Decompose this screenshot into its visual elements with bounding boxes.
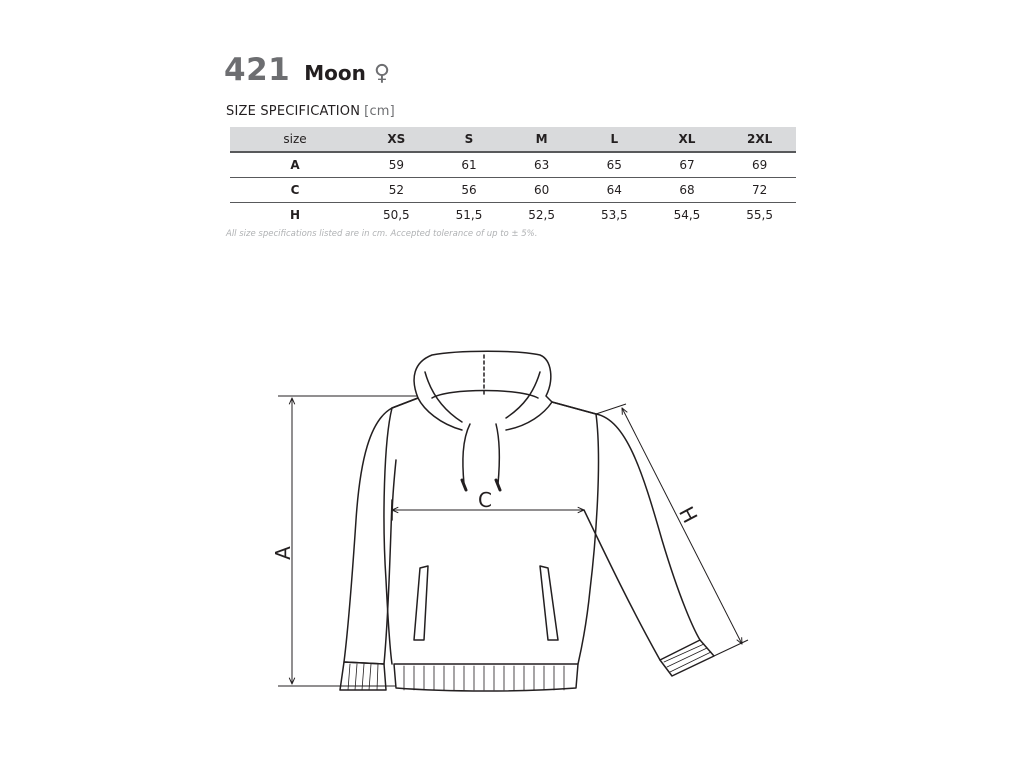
cell-c-l: 64 (606, 183, 622, 197)
cell-a-xl: 67 (679, 158, 695, 172)
right-sleeve-inner (584, 510, 660, 660)
aglet-right (496, 480, 500, 490)
hood-front-right (506, 402, 552, 430)
right-pocket (540, 566, 558, 640)
right-sleeve (596, 414, 703, 640)
body-left-side (384, 398, 418, 664)
waistband (394, 664, 578, 691)
label-a: A (271, 546, 295, 560)
cell-a-xs: 59 (388, 158, 404, 172)
column-header-size: size (230, 127, 360, 152)
drawcord-left (463, 424, 470, 484)
column-header-2xl: 2XL (723, 127, 796, 152)
cell-c-xs: 52 (388, 183, 404, 197)
cell-h-s: 51,5 (455, 208, 483, 222)
left-armhole (392, 460, 396, 520)
size-spec-title: SIZE SPECIFICATION (226, 104, 361, 119)
female-symbol-icon: ♀ (373, 61, 390, 86)
column-header-l: L (578, 127, 651, 152)
cell-c-2xl: 72 (752, 183, 768, 197)
label-c: C (478, 488, 492, 512)
cell-h-xs: 50,5 (382, 208, 410, 222)
cell-h-l: 53,5 (600, 208, 628, 222)
cell-a-2xl: 69 (752, 158, 768, 172)
column-header-s: S (433, 127, 506, 152)
cell-c-xl: 68 (679, 183, 695, 197)
size-spec-unit: [cm] (364, 104, 395, 119)
hood-inner-left (425, 372, 462, 422)
column-header-xl: XL (651, 127, 724, 152)
drawcord-right (496, 424, 499, 484)
row-label-a: A (290, 158, 300, 172)
cell-a-s: 61 (461, 158, 477, 172)
tolerance-note: All size specifications listed are in cm. Accepted tolerance of up to ± 5%. (226, 229, 538, 239)
shoulder-right (552, 402, 596, 414)
row-label-h: H (289, 208, 301, 222)
cell-c-m: 60 (534, 183, 550, 197)
model-name: Moon (304, 61, 366, 85)
right-cuff (660, 640, 714, 676)
label-h: H (674, 502, 703, 527)
hood-inner-right (506, 372, 540, 418)
cell-c-s: 56 (461, 183, 477, 197)
model-number: 421 (224, 52, 291, 88)
cell-h-xl: 54,5 (673, 208, 701, 222)
waistband-ribbing (404, 666, 564, 690)
hoodie-drawing (340, 351, 714, 691)
measure-h-extension-top (596, 404, 626, 414)
measurement-lines (278, 396, 748, 686)
cell-h-m: 52,5 (528, 208, 555, 222)
measure-h-extension-bottom (714, 640, 748, 656)
left-pocket (414, 566, 428, 640)
column-header-xs: XS (360, 127, 433, 152)
column-header-m: M (505, 127, 578, 152)
cell-a-l: 65 (606, 158, 622, 172)
aglet-left (462, 480, 466, 490)
row-label-c: C (290, 183, 300, 197)
body-right-side (552, 402, 598, 664)
hood-opening (432, 391, 538, 399)
cell-h-2xl: 55,5 (746, 208, 773, 222)
shoulder-left (392, 398, 418, 408)
cell-a-m: 63 (534, 158, 550, 172)
